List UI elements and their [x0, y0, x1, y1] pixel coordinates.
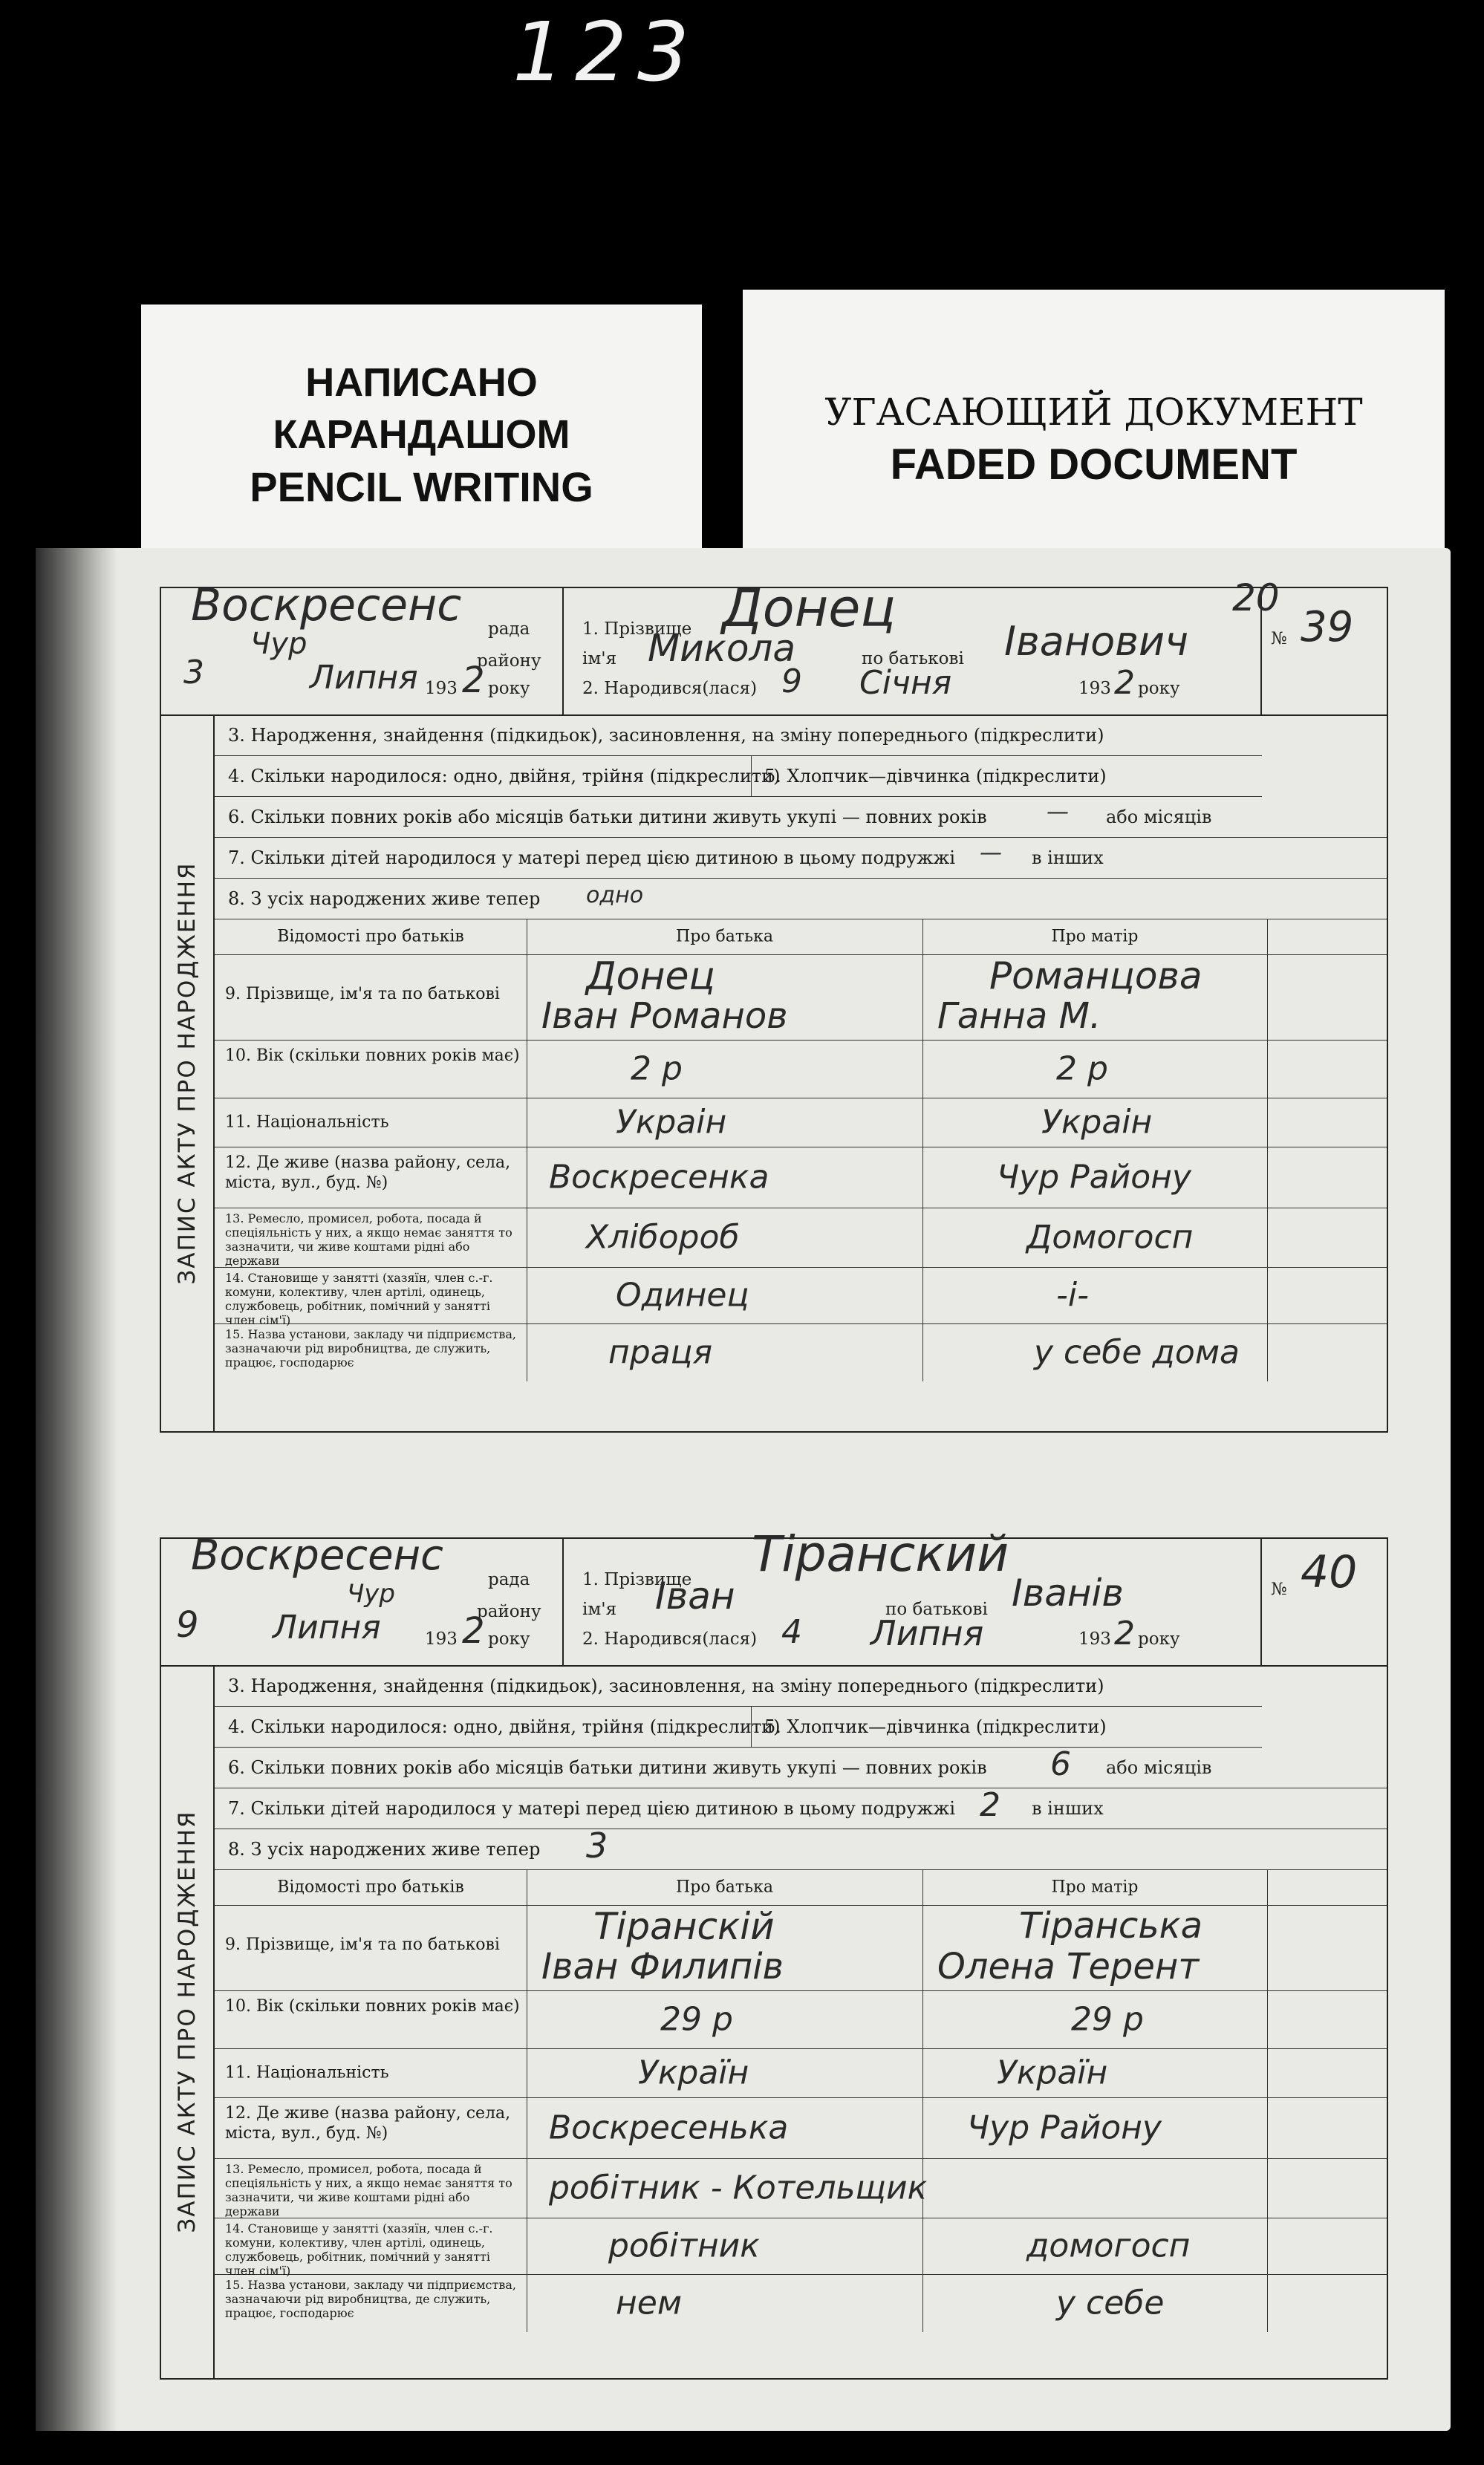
q9-label: 9. Прізвище, ім'я та по батькові: [225, 1935, 500, 1954]
father-age: 2 р: [631, 1049, 683, 1088]
th-father: Про батька: [676, 1878, 773, 1897]
row-q9: [215, 954, 1387, 1041]
father-age: 29 р: [660, 2000, 733, 2039]
year-prefix: 193: [425, 1629, 458, 1649]
side-title-text: ЗАПИС АКТУ ПРО НАРОДЖЕННЯ: [174, 1810, 201, 2233]
parents-table-header: [215, 919, 1387, 955]
q6-text: 6. Скільки повних років або місяців батьки дитини живуть укупі — повних років: [228, 1756, 987, 1778]
row-q14: [215, 1267, 1387, 1327]
number-label: №: [1271, 1580, 1287, 1599]
th-father: Про батька: [676, 927, 773, 946]
q15-label: 15. Назва установи, закладу чи підприємства, зазначаючи рід виробництва, де служить, працює, господарює: [225, 1327, 516, 1370]
q4-text: 4. Скільки народилося: одно, двійня, трійня (підкреслити): [228, 1716, 781, 1737]
q3-text: 3. Народження, знайдення (підкидьок), засиновлення, на зміну попереднього (підкреслити): [228, 724, 1104, 746]
mother-status: домогосп: [1026, 2227, 1191, 2265]
row-q6: [215, 1747, 1387, 1788]
father-occupation: Хлібороб: [586, 1218, 740, 1257]
mother-workplace: у себе: [1056, 2284, 1165, 2322]
reg-day-handwriting: 9: [176, 1604, 199, 1646]
patronymic-handwriting: Іванович: [1004, 618, 1189, 665]
roku-label: року: [488, 679, 530, 698]
torn-edge: [36, 548, 117, 2431]
parents-table: [215, 919, 1387, 1431]
row-q11: [215, 2048, 1387, 2098]
side-title: [161, 714, 215, 1431]
registry-office-cell: [161, 579, 564, 714]
child-info-cell: [566, 1525, 1253, 1665]
parents-table: [215, 1869, 1387, 2378]
district-handwriting: Чур: [347, 1579, 396, 1609]
mother-status: -і-: [1056, 1276, 1089, 1315]
row-q13: [215, 2158, 1387, 2218]
q7-tail: в інших: [1032, 847, 1104, 868]
rayonu-label: району: [477, 1602, 541, 1621]
father-workplace: праця: [608, 1333, 713, 1372]
born-month-handwriting: Липня: [870, 1613, 984, 1653]
mother-age: 29 р: [1071, 2000, 1144, 2039]
q7-tail: в інших: [1032, 1798, 1104, 1819]
record-number-cell: [1260, 1539, 1387, 1665]
q6-years-handwriting: 6: [1050, 1745, 1071, 1783]
born-year-digit: 2: [1114, 664, 1135, 702]
father-residence: Воскресенька: [549, 2109, 789, 2147]
q14-label: 14. Становище у занятті (хазяїн, член с.-г. комуни, колективу, член артілі, одинець, службовець, робітник, помічний у занятті член сім'ї): [225, 1271, 493, 1327]
record-number-handwriting: 40: [1301, 1546, 1358, 1598]
q13-label: 13. Ремесло, промисел, робота, посада й спеціяльність у них, а якщо немає заняття то зазначити, чи живе коштами рідні або держави: [225, 1211, 512, 1268]
q6-text: 6. Скільки повних років або місяців батьки дитини живуть укупі — повних років: [228, 806, 987, 827]
surname-handwriting: Тіранский: [752, 1525, 1009, 1583]
reg-year-digit: 2: [462, 1610, 485, 1652]
born-label: 2. Народився(лася): [582, 679, 758, 698]
born-roku-label: року: [1138, 1629, 1180, 1649]
record-number-cell: [1232, 576, 1387, 714]
q7-text: 7. Скільки дітей народилося у матері перед цією дитиною в цьому подружжі: [228, 847, 956, 868]
surname-label: 1. Прізвище: [582, 1570, 692, 1589]
registry-office-cell: [161, 1531, 564, 1665]
pencil-label-line2: КАРАНДАШОМ: [273, 412, 570, 457]
th-mother: Про матір: [1051, 1878, 1139, 1897]
row-q7: [215, 1788, 1387, 1829]
faded-label-line1: УГАСАЮЩИЙ ДОКУМЕНТ: [824, 391, 1363, 434]
district-handwriting: Чур: [250, 627, 307, 661]
q8-alive-handwriting: одно: [586, 882, 644, 908]
pencil-writing-label: [141, 305, 702, 550]
q4-q5-divider: [751, 1706, 752, 1747]
faded-document-label: [743, 290, 1445, 564]
q6-years-handwriting: —: [1047, 799, 1069, 825]
father-surname: Тіранскій: [593, 1905, 775, 1948]
th-info: Відомості про батьків: [277, 927, 464, 946]
q15-label: 15. Назва установи, закладу чи підприємства, зазначаючи рід виробництва, де служить, працює, господарює: [225, 2278, 516, 2320]
faded-label-line2: FADED DOCUMENT: [890, 440, 1298, 489]
q14-label: 14. Становище у занятті (хазяїн, член с.-г. комуни, колективу, член артілі, одинець, службовець, робітник, помічний у занятті член сім'ї): [225, 2221, 493, 2278]
q9-label: 9. Прізвище, ім'я та по батькові: [225, 985, 500, 1003]
row-q9: [215, 1905, 1387, 1991]
q7-count-handwriting: 2: [980, 1786, 1000, 1824]
row-q15: [215, 1323, 1387, 1381]
q3-text: 3. Народження, знайдення (підкидьок), засиновлення, на зміну попереднього (підкреслити): [228, 1675, 1104, 1696]
reg-month-handwriting: Липня: [273, 1609, 381, 1647]
father-nationality: Україн: [638, 2054, 749, 2092]
q4-text: 4. Скільки народилося: одно, двійня, трійня (підкреслити): [228, 765, 781, 787]
q7-count-handwriting: —: [980, 840, 1002, 866]
mother-surname: Романцова: [989, 954, 1203, 997]
side-title: [161, 1665, 215, 2378]
q7-text: 7. Скільки дітей народилося у матері перед цією дитиною в цьому подружжі: [228, 1797, 956, 1819]
q6-tail: або місяців: [1106, 1757, 1212, 1778]
row-q12: [215, 2097, 1387, 2159]
th-mother: Про матір: [1051, 927, 1139, 946]
born-year-digit: 2: [1114, 1615, 1135, 1652]
row-q4-q5: [215, 755, 1262, 797]
row-q3: [215, 714, 1262, 756]
record-header: [161, 1525, 1387, 1667]
mother-name: Ганна М.: [937, 995, 1101, 1037]
mother-workplace: у себе дома: [1034, 1333, 1240, 1372]
father-nationality: Украін: [616, 1103, 727, 1142]
q6-tail: або місяців: [1106, 807, 1212, 827]
row-q11: [215, 1098, 1387, 1147]
reg-month-handwriting: Липня: [310, 659, 418, 697]
father-surname: Донец: [586, 954, 715, 999]
rada-label: рада: [488, 1570, 530, 1589]
father-occupation: робітник - Котельщик: [549, 2169, 928, 2207]
row-q4-q5: [215, 1706, 1262, 1748]
father-workplace: нем: [616, 2284, 683, 2322]
born-year-prefix: 193: [1078, 1629, 1111, 1649]
born-roku-label: року: [1138, 679, 1180, 698]
father-name: Іван Романов: [541, 995, 788, 1037]
q4-q5-divider: [751, 755, 752, 796]
q8-alive-handwriting: 3: [586, 1826, 608, 1866]
q10-label: 10. Вік (скільки повних років має): [225, 1046, 520, 1065]
q8-text: 8. З усіх народжених живе тепер: [228, 1838, 541, 1860]
name-label: ім'я: [582, 1600, 617, 1619]
born-year-prefix: 193: [1078, 679, 1111, 698]
q12-label: 12. Де живе (назва району, села, міста, вул., буд. №): [225, 1153, 511, 1192]
row-q13: [215, 1208, 1387, 1268]
number-top-handwriting: 20: [1232, 576, 1280, 619]
row-q14: [215, 2218, 1387, 2278]
name-handwriting: Микола: [648, 627, 796, 670]
q5-text: 5. Хлопчик—дівчинка (підкреслити): [764, 1716, 1107, 1737]
q10-label: 10. Вік (скільки повних років має): [225, 1997, 520, 2016]
year-prefix: 193: [425, 679, 458, 698]
rayonu-label: району: [477, 651, 541, 671]
th-info: Відомості про батьків: [277, 1878, 464, 1897]
number-label: №: [1271, 629, 1287, 648]
child-info-cell: [566, 578, 1253, 714]
place-handwriting: Воскресенс: [191, 1531, 443, 1580]
place-handwriting: Воскресенс: [191, 579, 462, 631]
parents-table-header: [215, 1869, 1387, 1906]
patronymic-handwriting: Іванів: [1012, 1572, 1124, 1615]
mother-nationality: Украін: [1041, 1103, 1153, 1142]
surname-label: 1. Прізвище: [582, 619, 692, 639]
name-handwriting: Іван: [655, 1575, 735, 1618]
q11-label: 11. Національність: [225, 1113, 389, 1132]
mother-occupation: Домогосп: [1026, 1218, 1194, 1257]
record-header: [161, 576, 1387, 716]
row-q8: [215, 1826, 1387, 1870]
record-number-handwriting: 39: [1301, 603, 1354, 651]
mother-residence: Чур Району: [997, 1158, 1191, 1196]
q12-label: 12. Де живе (назва району, села, міста, вул., буд. №): [225, 2104, 511, 2143]
row-q12: [215, 1147, 1387, 1208]
q13-label: 13. Ремесло, промисел, робота, посада й спеціяльність у них, а якщо немає заняття то зазначити, чи живе коштами рідні або держави: [225, 2162, 512, 2218]
born-label: 2. Народився(лася): [582, 1629, 758, 1649]
born-month-handwriting: Січня: [859, 664, 952, 702]
patronymic-label: по батькові: [885, 1600, 988, 1619]
row-q7: [215, 837, 1387, 879]
side-title-text: ЗАПИС АКТУ ПРО НАРОДЖЕННЯ: [174, 861, 201, 1285]
row-q15: [215, 2274, 1387, 2332]
name-label: ім'я: [582, 649, 617, 668]
rada-label: рада: [488, 619, 530, 639]
q11-label: 11. Національність: [225, 2063, 389, 2083]
row-q8: [215, 878, 1387, 919]
patronymic-label: по батькові: [862, 649, 964, 668]
row-q6: [215, 796, 1387, 838]
surname-handwriting: Донец: [722, 578, 896, 639]
father-residence: Воскресенка: [549, 1158, 769, 1196]
row-q10: [215, 1040, 1387, 1098]
mother-surname: Тіранська: [1019, 1905, 1203, 1947]
mother-nationality: Україн: [997, 2054, 1108, 2092]
mother-name: Олена Терент: [937, 1946, 1200, 1987]
birth-record-2: [160, 1525, 1388, 2380]
reg-day-handwriting: 3: [183, 654, 204, 691]
father-status: Одинец: [616, 1276, 749, 1315]
birth-record-1: [160, 576, 1388, 1433]
reg-year-digit: 2: [462, 660, 485, 701]
pencil-label-line1: НАПИСАНО: [305, 360, 538, 405]
folio-number: 123: [512, 4, 700, 100]
born-day-handwriting: 9: [781, 662, 802, 700]
father-name: Іван Филипів: [541, 1946, 784, 1987]
roku-label: року: [488, 1629, 530, 1649]
born-day-handwriting: 4: [781, 1613, 802, 1651]
row-q3: [215, 1665, 1262, 1707]
father-status: робітник: [608, 2227, 760, 2265]
mother-residence: Чур Району: [967, 2109, 1162, 2147]
row-q10: [215, 1990, 1387, 2049]
q5-text: 5. Хлопчик—дівчинка (підкреслити): [764, 765, 1107, 787]
q8-text: 8. З усіх народжених живе тепер: [228, 888, 541, 909]
mother-age: 2 р: [1056, 1049, 1108, 1088]
pencil-label-line3: PENCIL WRITING: [250, 463, 593, 510]
